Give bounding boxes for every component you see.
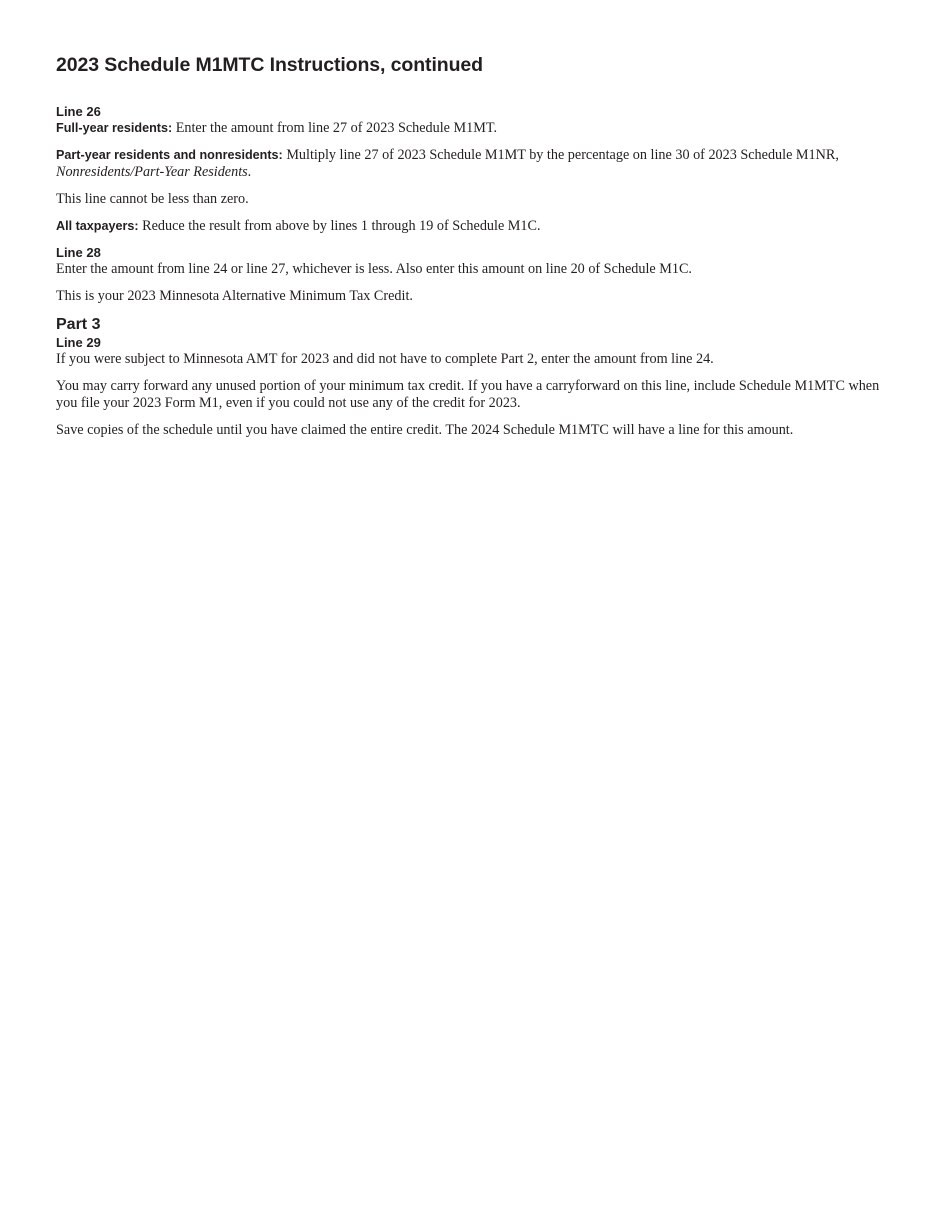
line-26-section [56, 104, 892, 235]
line-28-paragraph-2: This is your 2023 Minnesota Alternative Minimum Tax Credit. [56, 288, 413, 304]
line-28-paragraph-1: Enter the amount from line 24 or line 27, whichever is less. Also enter this amount on line 20 of Schedule M1C. [56, 261, 692, 277]
part-year-residents-label: Part-year residents and nonresidents: [56, 148, 283, 162]
part-3-heading: Part 3 [56, 316, 101, 333]
line-29-paragraph-3: Save copies of the schedule until you have claimed the entire credit. The 2024 Schedule M1MTC will have a line for this amount. [56, 422, 794, 438]
line-26-heading: Line 26 [56, 104, 101, 119]
part-year-residents-text: Multiply line 27 of 2023 Schedule M1MT by the percentage on line 30 of 2023 Schedule M1NR, [282, 147, 839, 163]
instructions-page [56, 52, 892, 449]
line-28-heading: Line 28 [56, 245, 101, 260]
all-taxpayers-paragraph [56, 218, 892, 235]
line-29-paragraph-1: If you were subject to Minnesota AMT for 2023 and did not have to complete Part 2, enter the amount from line 24. [56, 351, 714, 367]
line-28-section [56, 245, 892, 305]
full-year-residents-label: Full-year residents: [56, 121, 173, 135]
full-year-residents-text: Enter the amount from line 27 of 2023 Schedule M1MT. [172, 120, 497, 136]
line-29-paragraph-2: You may carry forward any unused portion of your minimum tax credit. If you have a carryforward on this line, include Schedule M1MTC when you file your 2023 Form M1, even if you could not use any of the credit for 2023. [56, 378, 880, 411]
all-taxpayers-label: All taxpayers: [56, 219, 139, 233]
full-year-residents-paragraph [56, 120, 892, 137]
line-29-heading: Line 29 [56, 335, 101, 350]
part-year-residents-paragraph [56, 147, 892, 181]
part-year-period: . [247, 164, 252, 180]
page-title: 2023 Schedule M1MTC Instructions, continued [56, 54, 483, 76]
all-taxpayers-text: Reduce the result from above by lines 1 through 19 of Schedule M1C. [138, 218, 541, 234]
not-less-than-zero-paragraph: This line cannot be less than zero. [56, 191, 249, 207]
schedule-m1nr-title: Nonresidents/Part-Year Residents [56, 164, 248, 180]
part-3-section [56, 315, 892, 439]
